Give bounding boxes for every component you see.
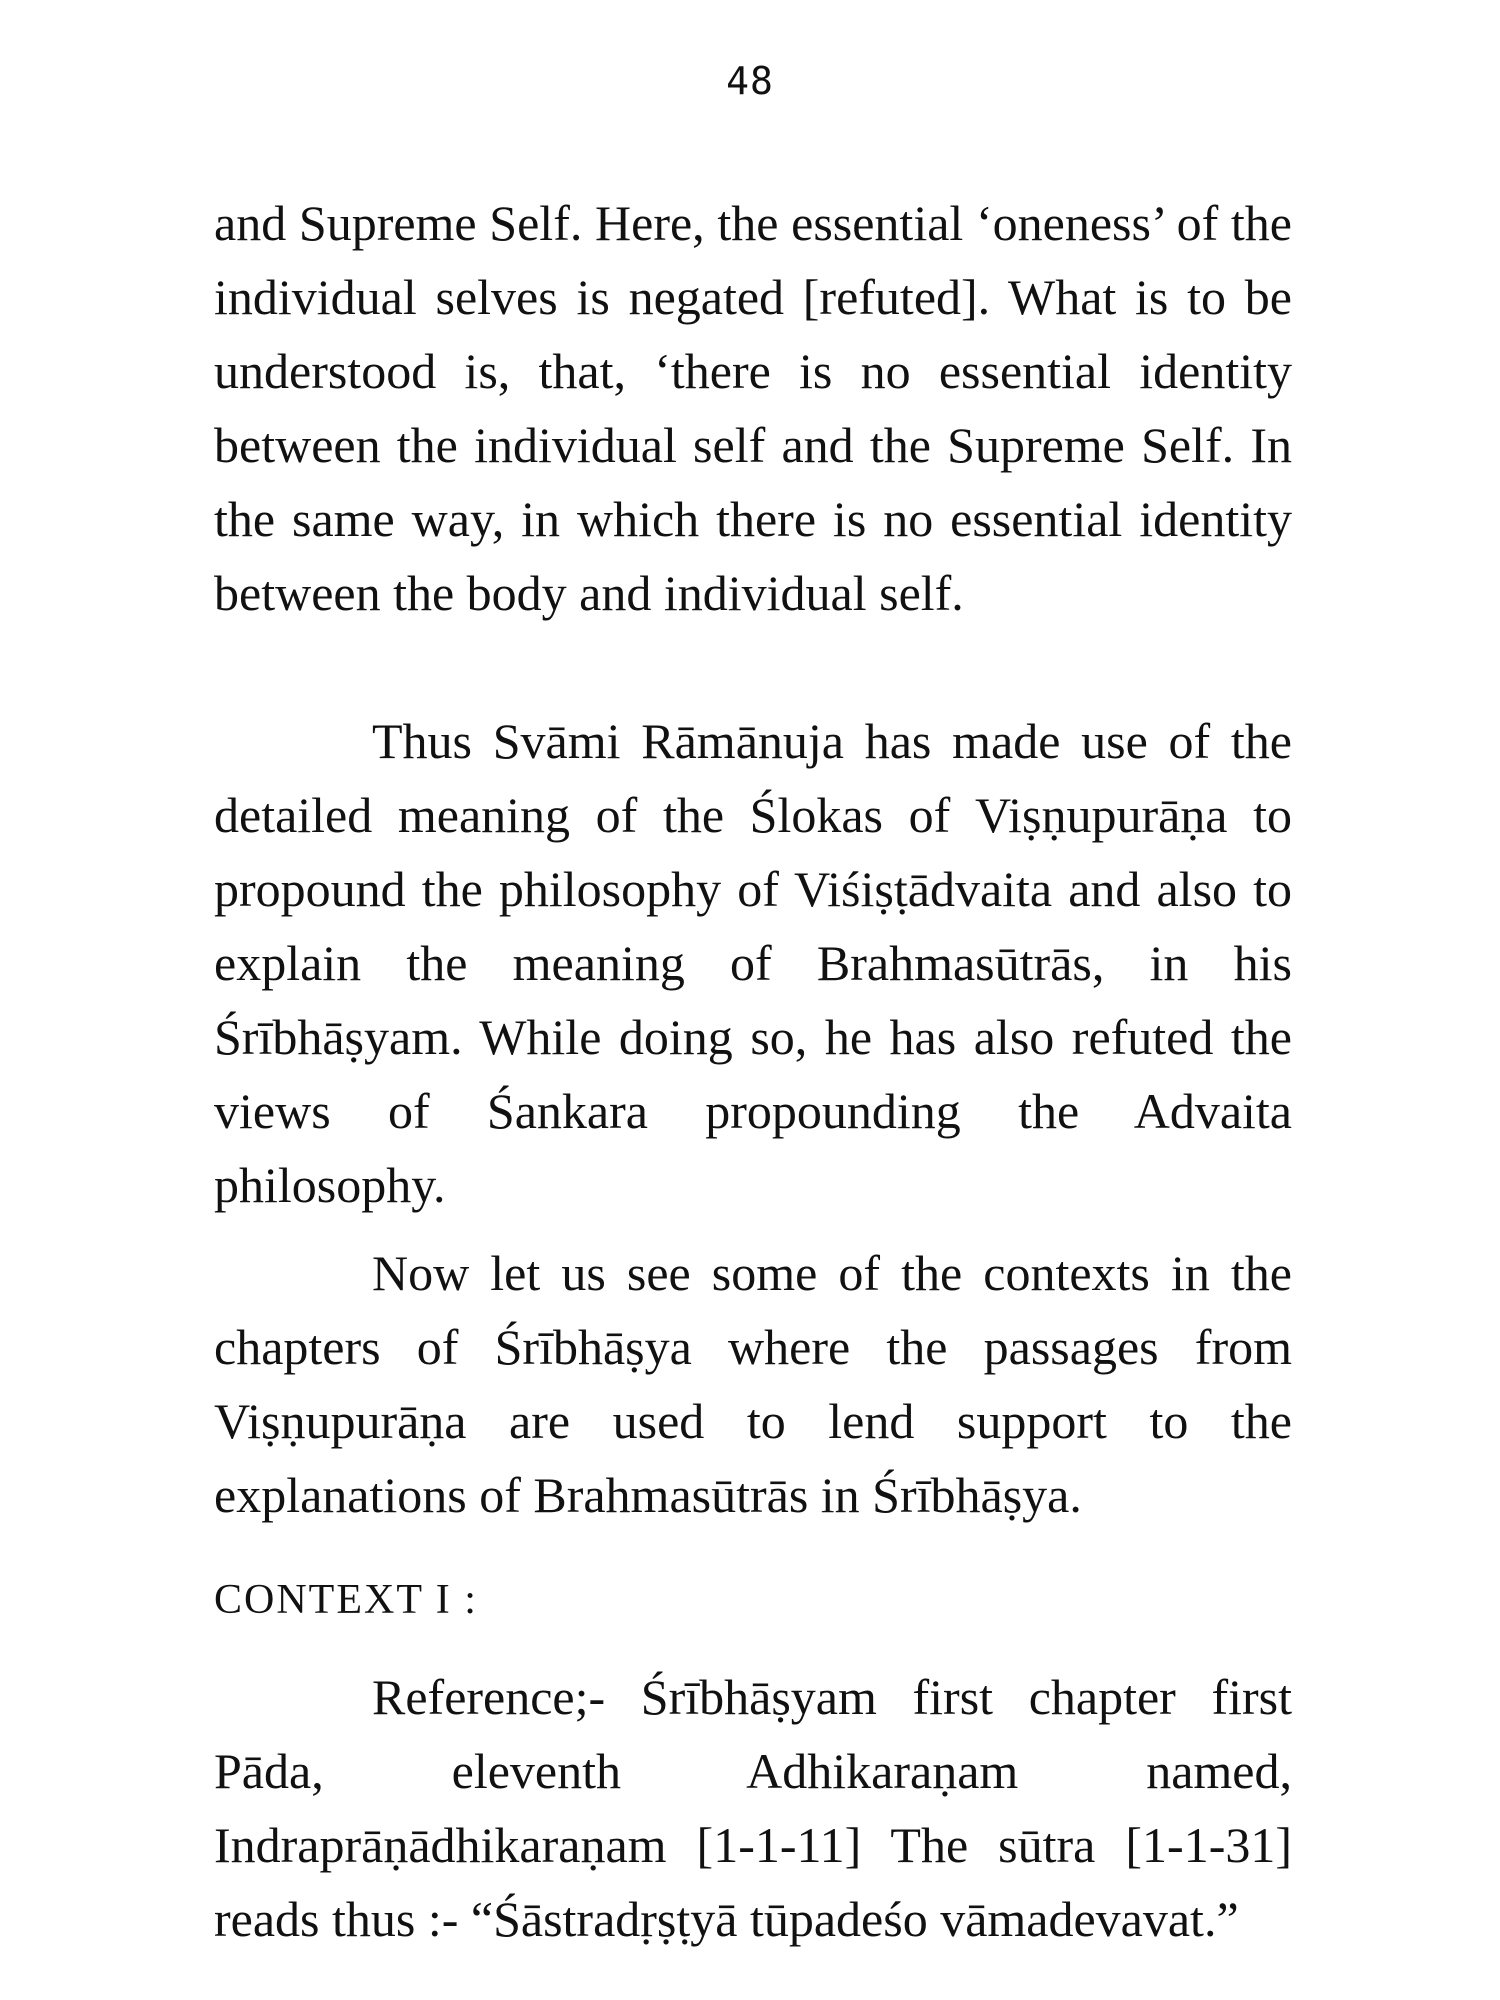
- paragraph-1: and Supreme Self. Here, the essential ‘oneness’ of the individual selves is negated [refuted]. What is to be understood is, that, ‘there is no essential identity between the individual self and the Supreme Self. In the same way, in which there is no essential identity between the body and individual self.: [214, 195, 1292, 621]
- reference-paragraph: Reference;- Śrībhāṣyam first chapter first Pāda, eleventh Adhikaraṇam named, Indraprāṇādhikaraṇam [1-1-11] The sūtra [1-1-31] reads thus :- “Śāstradṛṣṭyā tūpadeśo vāmadevavat.”: [214, 1669, 1292, 1947]
- context-heading: CONTEXT I :: [214, 1577, 478, 1623]
- paragraph-2: Thus Svāmi Rāmānuja has made use of the detailed meaning of the Ślokas of Viṣṇupurāṇa to propound the philosophy of Viśiṣṭādvaita and also to explain the meaning of Brahmasūtrās, in his Śrībhāṣyam. While doing so, he has also refuted the views of Śankara propounding the Advaita philosophy.: [214, 713, 1292, 1213]
- paragraph-3: Now let us see some of the contexts in the chapters of Śrībhāṣya where the passages from Viṣṇupurāṇa are used to lend support to the explanations of Brahmasūtrās in Śrībhāṣya.: [214, 1245, 1292, 1523]
- page-number: 48: [726, 59, 774, 103]
